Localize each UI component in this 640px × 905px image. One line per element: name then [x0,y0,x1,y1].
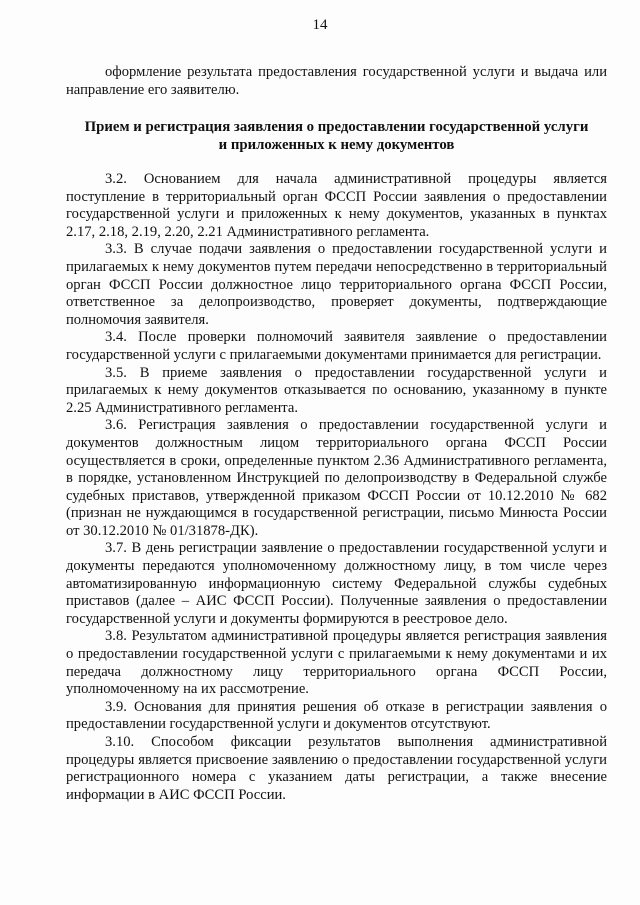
intro-block [66,64,607,99]
paragraph-3-2: 3.2. Основанием для начала административной процедуры является поступление в территориальный орган ФССП России заявления о предоставлении государственной услуги и приложенных к нему документов, указанных в пунктах 2.17, 2.18, 2.19, 2.20, 2.21 Административного регламента. [66,171,607,240]
section-heading-line2: и приложенных к нему документов [218,136,455,153]
paragraph-3-10: 3.10. Способом фиксации результатов выполнения административной процедуры является присвоение заявлению о предоставлении государственной услуги регистрационного номера с указанием даты регистрации, а также внесение информации в АИС ФССП России. [66,734,607,803]
section-body [66,171,607,804]
section-heading-line1: Прием и регистрация заявления о предоставлении государственной услуги [84,119,589,135]
page-number: 14 [312,17,328,33]
paragraph-3-3: 3.3. В случае подачи заявления о предоставлении государственной услуги и прилагаемых к нему документов путем передачи непосредственно в территориальный орган ФССП России должностное лицо территориального органа ФССП России, ответственное за делопроизводство, проверяет документы, подтверждающие полномочия заявителя. [66,241,607,328]
paragraph-3-9: 3.9. Основания для принятия решения об отказе в регистрации заявления о предоставлении государственной услуги и документов отсутствуют. [66,698,607,733]
paragraph-3-8: 3.8. Результатом административной процедуры является регистрация заявления о предоставлении государственной услуги с прилагаемыми к нему документами и их передача должностному лицу территориального органа ФССП России, уполномоченному на их рассмотрение. [66,628,607,698]
paragraph-3-5: 3.5. В приеме заявления о предоставлении государственной услуги и прилагаемых к нему документов отказывается по основанию, указанному в пункте 2.25 Административного регламента. [66,364,607,416]
paragraph-3-6: 3.6. Регистрация заявления о предоставлении государственной услуги и документов должностным лицом территориального органа ФССП России осуществляется в сроки, определенные пунктом 2.36 Административного регламента, в порядке, установленном Инструкцией по делопроизводству в Федеральной службе судебных приставов, утвержденной приказом ФССП России от 10.12.2010 № 682 (признан не нуждающимся в государственной регистрации, письмо Минюста России от 30.12.2010 № 01/31878-ДК). [66,417,607,539]
section-heading [66,119,607,154]
intro-paragraph: оформление результата предоставления государственной услуги и выдача или направление его заявителю. [66,64,607,98]
paragraph-3-4: 3.4. После проверки полномочий заявителя заявление о предоставлении государственной услуги с прилагаемыми документами принимается для регистрации. [66,329,607,363]
paragraph-3-7: 3.7. В день регистрации заявление о предоставлении государственной услуги и документы передаются уполномоченному должностному лицу, в том числе через автоматизированную информационную систему Федеральной службы судебных приставов (далее – АИС ФССП России). Полученные заявления о предоставлении государственной услуги и документы формируются в реестровое дело. [66,540,607,627]
